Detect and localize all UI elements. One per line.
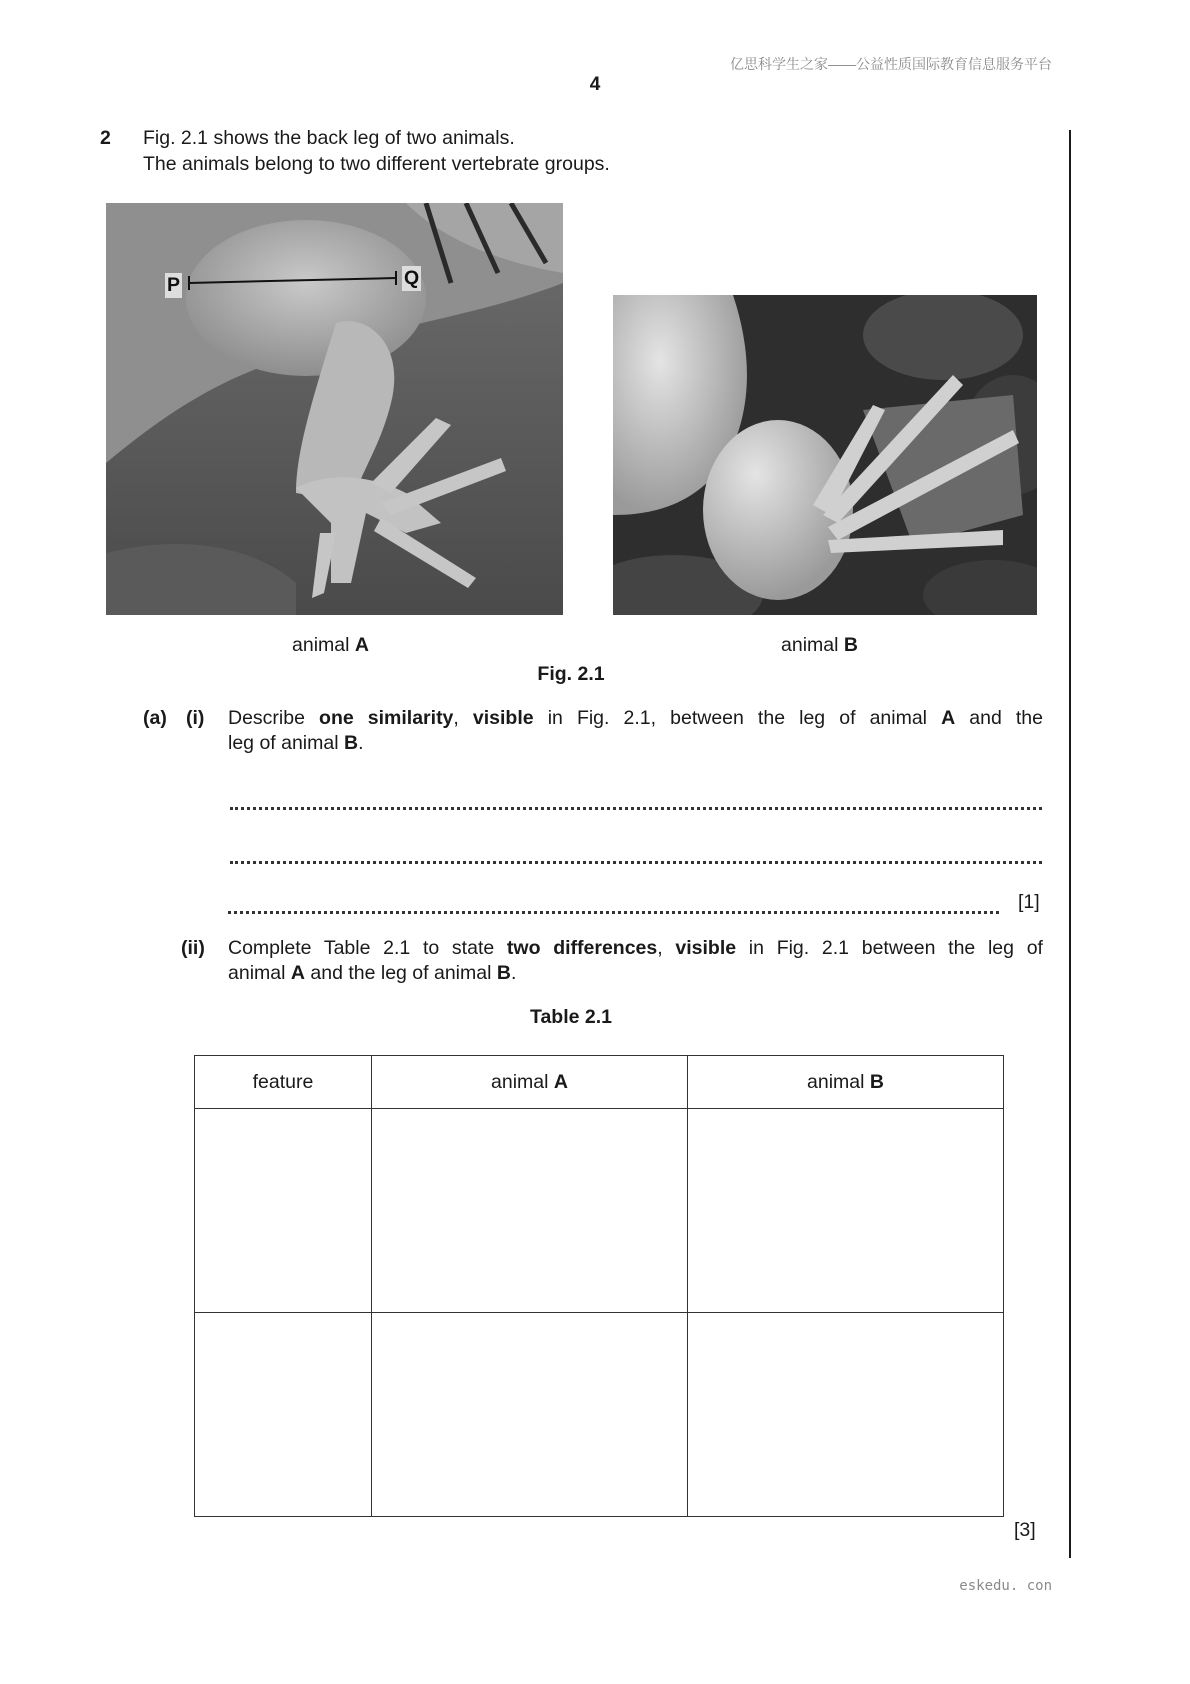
- caption-animal-b: animal B: [781, 634, 858, 656]
- question-number: 2: [100, 127, 111, 149]
- photo-animal-b: [613, 295, 1037, 615]
- question-intro-line-2: The animals belong to two different vertebrate groups.: [143, 153, 610, 175]
- page-number: 4: [589, 74, 601, 95]
- header-feature: feature: [195, 1056, 372, 1109]
- question-intro-line-1: Fig. 2.1 shows the back leg of two animals.: [143, 127, 515, 149]
- sub-i-label: (i): [186, 707, 205, 729]
- answer-line-1[interactable]: [230, 807, 1042, 810]
- header-animal-b: animal B: [688, 1056, 1004, 1109]
- part-a-ii-question-line-2: animal A and the leg of animal B.: [228, 962, 517, 984]
- label-q: Q: [404, 267, 420, 289]
- watermark-header: 亿思科学生之家——公益性质国际教育信息服务平台: [730, 56, 1052, 72]
- caption-animal-a: animal A: [292, 634, 369, 656]
- footer-site: eskedu. con: [959, 1578, 1052, 1594]
- answer-line-3[interactable]: [228, 911, 999, 914]
- row-2-animal-b-cell[interactable]: [688, 1313, 1004, 1517]
- marks-a-ii: [3]: [1014, 1519, 1036, 1541]
- table-caption: Table 2.1: [529, 1006, 612, 1028]
- header-animal-a: animal A: [372, 1056, 688, 1109]
- row-1-animal-b-cell[interactable]: [688, 1109, 1004, 1313]
- answer-line-2[interactable]: [230, 861, 1042, 864]
- margin-rule: [1069, 130, 1071, 1558]
- row-1-animal-a-cell[interactable]: [372, 1109, 688, 1313]
- part-a-ii-question-line-1: Complete Table 2.1 to state two differences, visible in Fig. 2.1 between the leg of: [228, 937, 1043, 959]
- marks-a-i: [1]: [1018, 891, 1040, 913]
- part-a-i-question-line-2: leg of animal B.: [228, 732, 364, 754]
- part-a-i-question-line-1: Describe one similarity, visible in Fig. 2.1, between the leg of animal A and the: [228, 707, 1043, 729]
- figure-caption: Fig. 2.1: [537, 663, 605, 685]
- row-1-feature-cell[interactable]: [195, 1109, 372, 1313]
- part-a-label: (a): [143, 707, 167, 729]
- table-2-1: [194, 1055, 1004, 1517]
- row-2-animal-a-cell[interactable]: [372, 1313, 688, 1517]
- sub-ii-label: (ii): [181, 937, 205, 959]
- photo-animal-a: [106, 203, 563, 615]
- label-p: P: [167, 274, 181, 296]
- row-2-feature-cell[interactable]: [195, 1313, 372, 1517]
